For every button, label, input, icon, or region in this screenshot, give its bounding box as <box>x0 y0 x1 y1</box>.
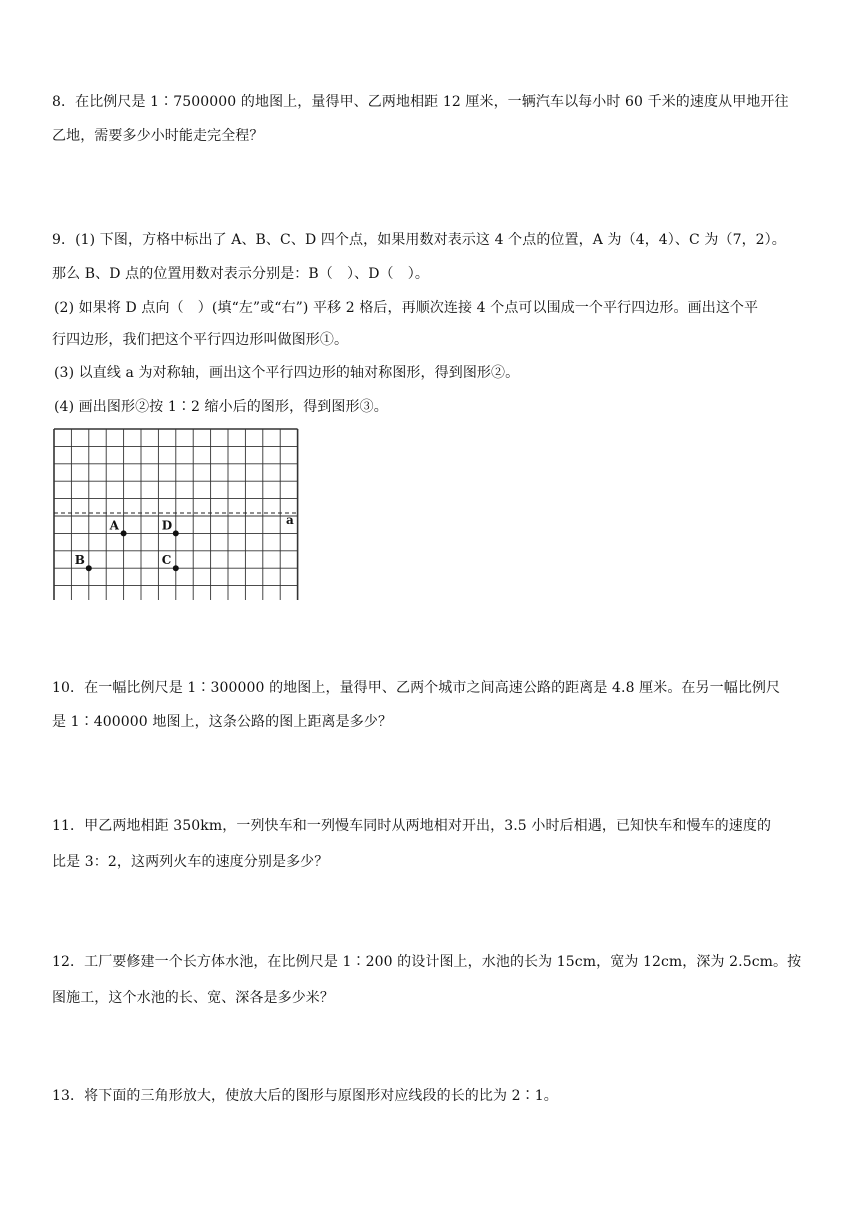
points-layer <box>75 518 179 571</box>
q13-line-1: 13．将下面的三角形放大，使放大后的图形与原图形对应线段的长的比为 2∶1。 <box>52 1088 558 1104</box>
point-b <box>86 565 92 571</box>
q12-line-1: 12．工厂要修建一个长方体水池，在比例尺是 1∶200 的设计图上，水池的长为 15cm，宽为 12cm，深为 2.5cm。按 <box>52 954 802 970</box>
point-c <box>173 565 179 571</box>
point-a <box>121 530 127 536</box>
q12-line-2: 图施工，这个水池的长、宽、深各是多少米？ <box>52 990 334 1006</box>
q10-line-1: 10．在一幅比例尺是 1∶300000 的地图上，量得甲、乙两个城市之间高速公路的距离是 4.8 厘米。在另一幅比例尺 <box>52 680 781 696</box>
point-d <box>173 530 179 536</box>
q9-part2-line-1: (2) 如果将 D 点向（ ）(填“左”或“右”) 平移 2 格后，再顺次连接 4 个点可以围成一个平行四边形。画出这个平 <box>54 300 759 316</box>
q9-line-2: 那么 B、D 点的位置用数对表示分别是：B（ ）、D（ ）。 <box>52 266 429 282</box>
grid-figure <box>53 428 303 600</box>
q10-line-2: 是 1∶400000 地图上，这条公路的图上距离是多少？ <box>52 714 393 730</box>
point-label-d: D <box>161 518 173 533</box>
point-label-b: B <box>74 553 85 568</box>
q11-line-2: 比是 3：2，这两列火车的速度分别是多少？ <box>52 854 329 870</box>
axis-label-a: a <box>286 513 294 527</box>
q9-part3: (3) 以直线 a 为对称轴，画出这个平行四边形的轴对称图形，得到图形②。 <box>54 365 520 381</box>
q8-line-1: 8．在比例尺是 1∶7500000 的地图上，量得甲、乙两地相距 12 厘米，一辆汽车以每小时 60 千米的速度从甲地开往 <box>52 94 789 110</box>
grid-lines <box>54 429 298 600</box>
q9-part2-line-2: 行四边形，我们把这个平行四边形叫做图形①。 <box>52 332 349 348</box>
q9-part4: (4) 画出图形②按 1∶2 缩小后的图形，得到图形③。 <box>54 399 388 415</box>
q9-line-1: 9．(1) 下图，方格中标出了 A、B、C、D 四个点，如果用数对表示这 4 个点的位置，A 为（4，4）、C 为（7，2）。 <box>52 232 786 248</box>
point-label-c: C <box>161 553 172 568</box>
q11-line-1: 11．甲乙两地相距 350km，一列快车和一列慢车同时从两地相对开出，3.5 小时后相遇，已知快车和慢车的速度的 <box>52 818 772 834</box>
q8-line-2: 乙地，需要多少小时能走完全程？ <box>52 128 264 144</box>
point-label-a: A <box>109 518 119 533</box>
